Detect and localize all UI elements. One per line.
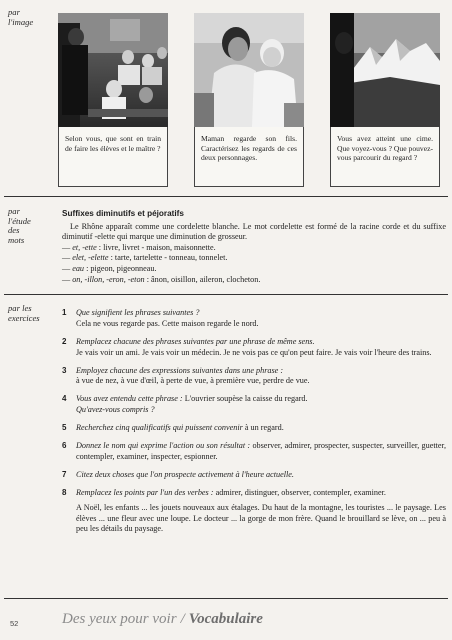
exercise-instruction: Vous avez entendu cette phrase :: [76, 394, 183, 404]
exercise-body: Cela ne vous regarde pas. Cette maison regarde le nord.: [76, 318, 259, 328]
exercise-item: [62, 308, 446, 329]
exercise-body: à vue de nez, à vue d'œil, à perte de vue, à première vue, perdre de vue.: [76, 376, 310, 386]
photo-caption: Maman regarde son fils. Caractérisez les regards de ces deux personnages.: [194, 127, 304, 187]
exercise-body: Je vais voir un ami. Je vais voir un médecin. Je ne vois pas ce qu'on peut faire. Je vais voir l'heure des trains.: [76, 347, 432, 357]
exercise-item: [62, 488, 446, 535]
exercise-item: [62, 337, 446, 358]
photo-caption: Vous avez atteint une cime. Que voyez-vous ? Que pouvez-vous parcourir du regard ?: [330, 127, 440, 187]
exercise-number: 4: [62, 394, 67, 404]
word-study-intro: Le Rhône apparaît comme une cordelette blanche. Le mot cordelette est formé de la racine corde et du suffixe diminutif -elette qui marque une diminution de grosseur.: [62, 221, 446, 242]
page-number: 52: [10, 619, 19, 628]
exercise-number: 8: [62, 488, 67, 498]
exercise-number: 6: [62, 441, 67, 451]
exercise-item: [62, 394, 446, 415]
exercise-instruction: Employez chacune des expressions suivantes dans une phrase :: [76, 365, 284, 375]
exercise-body: admirer, distinguer, observer, contempler, examiner.: [215, 488, 386, 498]
exercise-number: 5: [62, 423, 67, 433]
exercise-list: [62, 308, 446, 542]
word-study-section: [62, 209, 446, 285]
exercise-instruction: Donnez le nom qui exprime l'action ou son résultat :: [76, 441, 251, 451]
footer-title: [62, 611, 263, 628]
exercise-instruction: Remplacez chacune des phrases suivantes par une phrase de même sens.: [76, 336, 315, 346]
exercise-item: [62, 423, 446, 434]
exercise-number: 2: [62, 336, 67, 346]
section-label-etude: par l'étude des mots: [8, 206, 31, 245]
classroom-photo: [58, 13, 168, 127]
exercise-number: 7: [62, 470, 67, 480]
exercise-number: 1: [62, 308, 67, 317]
footer-separator: /: [180, 611, 185, 627]
section-label-image: par l'image: [8, 7, 34, 27]
section-label-exercices: par les exercices: [8, 303, 40, 323]
suffix-line: — eau : pigeon, pigeonneau.: [62, 263, 157, 273]
exercise-item: [62, 366, 446, 387]
suffix-line: — elet, -elette : tarte, tartelette - tonneau, tonnelet.: [62, 253, 228, 263]
exercise-item: [62, 441, 446, 462]
mountain-photo: [330, 13, 440, 127]
exercise-instruction: Recherchez cinq qualificatifs qui puissent convenir: [76, 423, 243, 433]
section-divider: [4, 294, 448, 295]
exercise-item: [62, 470, 446, 481]
mother-child-photo: [194, 13, 304, 127]
exercise-instruction: Que signifient les phrases suivantes ?: [76, 308, 200, 317]
section-divider: [4, 598, 448, 599]
photo-caption: Selon vous, que sont en train de faire les élèves et le maître ?: [58, 127, 168, 187]
exercise-body: à un regard.: [244, 423, 284, 433]
footer-chapter: Des yeux pour voir: [62, 611, 177, 627]
exercise-question: Qu'avez-vous compris ?: [76, 405, 155, 415]
exercise-number: 3: [62, 365, 67, 375]
suffix-line: — on, -illon, -eron, -eton : ânon, oisillon, aileron, clocheton.: [62, 274, 261, 284]
exercise-body: observer, admirer, prospecter, suspecter, surveiller, guetter, contempler, examiner, inspecter, espionner.: [76, 441, 446, 461]
word-study-title: Suffixes diminutifs et péjoratifs: [62, 209, 184, 218]
footer-section: Vocabulaire: [188, 611, 263, 627]
exercise-instruction: Citez deux choses que l'on prospecte activement à l'heure actuelle.: [76, 470, 294, 480]
section-divider: [4, 196, 448, 197]
suffix-line: — et, -ette : livre, livret - maison, maisonnette.: [62, 242, 216, 252]
exercise-paragraph: A Noël, les enfants ... les jouets nouveaux aux étalages. Du haut de la montagne, les touristes ... le paysage. Les élèves ... une fleur avec une loupe. Le docteur ... la gorge de mon frère. Quand le brouillard se lève, on ... peu à peu les détails du paysage.: [76, 502, 446, 534]
exercise-instruction: Remplacez les points par l'un des verbes :: [76, 488, 214, 498]
exercise-body: L'ouvrier soupèse la caisse du regard.: [184, 394, 308, 404]
